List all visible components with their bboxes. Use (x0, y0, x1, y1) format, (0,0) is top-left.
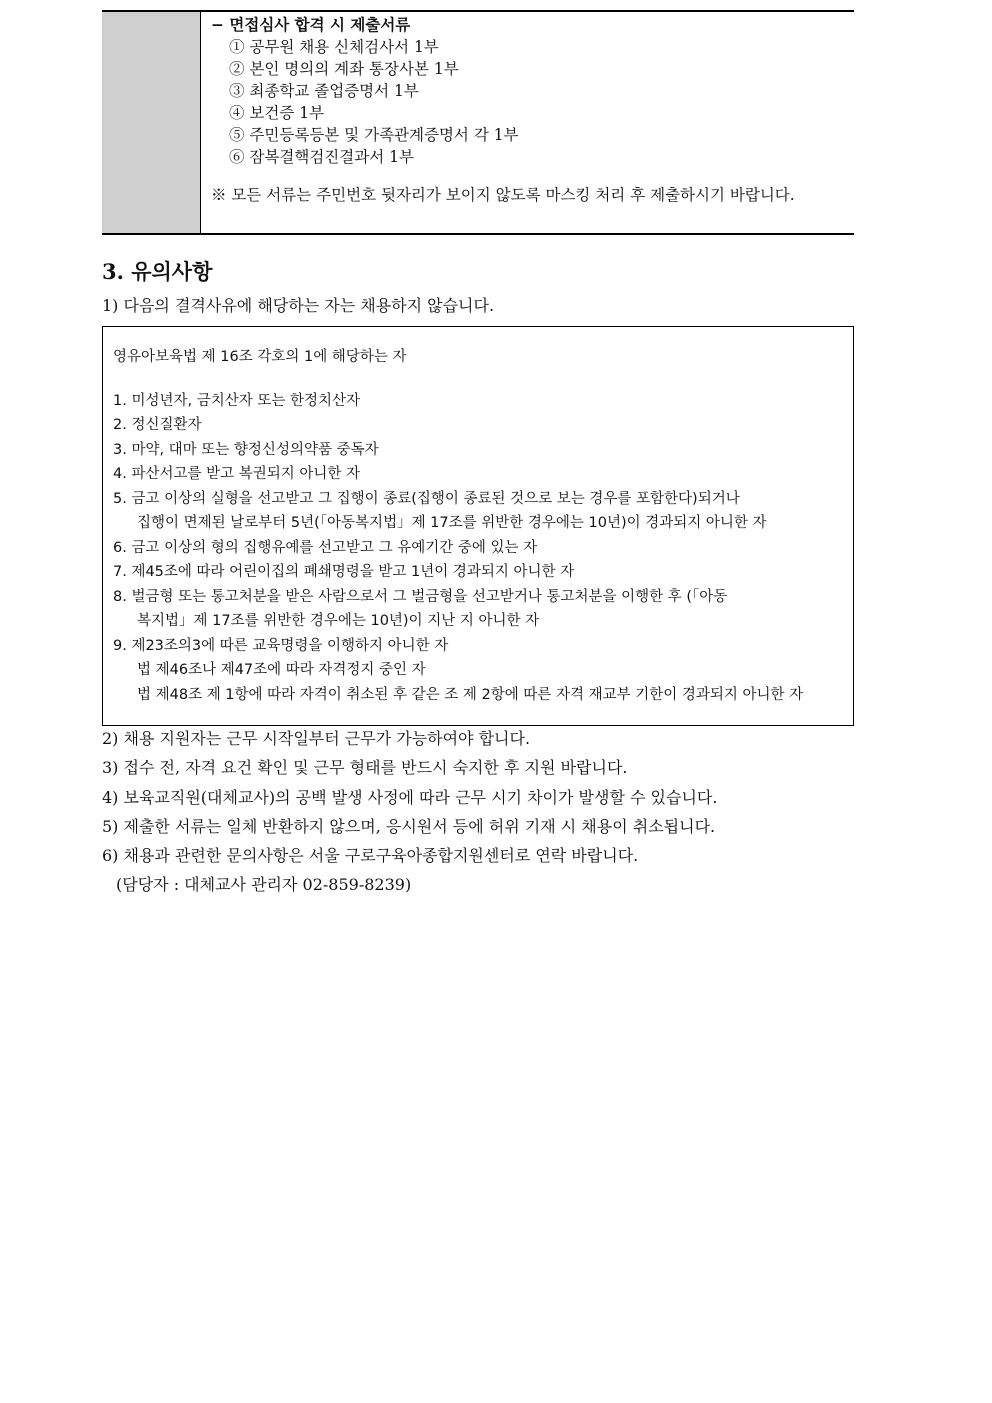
table-label-cell (102, 12, 201, 233)
list-item: 4. 파산서고를 받고 복권되지 아니한 자 (113, 466, 360, 482)
list-item: 9. 제23조의3에 따른 교육명령을 이행하지 아니한 자 (113, 637, 449, 654)
list-item: 7. 제45조에 따라 어린이집의 폐쇄명령을 받고 1년이 경과되지 아니한 자 (113, 564, 575, 580)
documents-cell (201, 12, 854, 233)
list-item: 8. 벌금형 또는 통고처분을 받은 사람으로서 그 벌금형을 선고받거나 통고처분을 이행한 후 (「아동 (113, 588, 728, 605)
list-item: 5. 금고 이상의 실형을 선고받고 그 집행이 종료(집행이 종료된 것으로 보는 경우를 포함한다)되거나 (113, 490, 740, 507)
list-item: 법 제48조 제 1항에 따라 자격이 취소된 후 같은 조 제 2항에 따른 자격 재교부 기한이 경과되지 아니한 자 (137, 686, 804, 703)
contact-line: (담당자 : 대체교사 관리자 02-859-8239) (116, 875, 412, 894)
note-line: 4) 보육교직원(대체교사)의 공백 발생 사정에 따라 근무 시기 차이가 발생할 수 있습니다. (102, 788, 718, 807)
list-item: ① 공무원 채용 신체검사서 1부 (229, 38, 439, 56)
submission-documents-table (102, 10, 854, 235)
documents-heading: − 면접심사 합격 시 제출서류 (211, 15, 411, 34)
list-item: 6. 금고 이상의 형의 집행유예를 선고받고 그 유예기간 중에 있는 자 (113, 539, 538, 556)
list-item: ② 본인 명의의 계좌 통장사본 1부 (229, 60, 459, 78)
disqualification-list (113, 389, 845, 708)
masking-note: ※ 모든 서류는 주민번호 뒷자리가 보이지 않도록 마스킹 처리 후 제출하시기 바랍니다. (211, 186, 795, 204)
list-item: 1. 미성년자, 금치산자 또는 한정치산자 (113, 392, 360, 409)
note-line: 5) 제출한 서류는 일체 반환하지 않으며, 응시원서 등에 허위 기재 시 채용이 취소됩니다. (102, 817, 716, 836)
list-item: 복지법」제 17조를 위반한 경우에는 10년)이 지난 지 아니한 자 (137, 613, 540, 629)
disqualification-box (102, 326, 854, 726)
note-line: 2) 채용 지원자는 근무 시작일부터 근무가 가능하여야 합니다. (102, 729, 531, 748)
section-title: 3. 유의사항 (102, 259, 213, 284)
list-item: ⑥ 잠복결핵검진결과서 1부 (229, 148, 414, 166)
disqualification-title: 영유아보육법 제 16조 각호의 1에 해당하는 자 (113, 349, 407, 365)
note-line: 6) 채용과 관련한 문의사항은 서울 구로구육아종합지원센터로 연락 바랍니다. (102, 846, 639, 865)
list-item: 집행이 면제된 날로부터 5년(「아동복지법」제 17조를 위반한 경우에는 10년)이 경과되지 아니한 자 (137, 515, 767, 531)
list-item: 법 제46조나 제47조에 따라 자격정지 중인 자 (137, 662, 426, 678)
list-item: ④ 보건증 1부 (229, 104, 325, 122)
list-item: ③ 최종학교 졸업증명서 1부 (229, 82, 419, 100)
list-item: 3. 마약, 대마 또는 향정신성의약품 중독자 (113, 441, 379, 458)
list-item: ⑤ 주민등록등본 및 가족관계증명서 각 1부 (229, 126, 519, 144)
note-line: 3) 접수 전, 자격 요건 확인 및 근무 형태를 반드시 숙지한 후 지원 바랍니다. (102, 758, 628, 777)
list-item: 2. 정신질환자 (113, 417, 202, 433)
documents-list (211, 36, 846, 168)
intro-line: 1) 다음의 결격사유에 해당하는 자는 채용하지 않습니다. (102, 296, 495, 315)
